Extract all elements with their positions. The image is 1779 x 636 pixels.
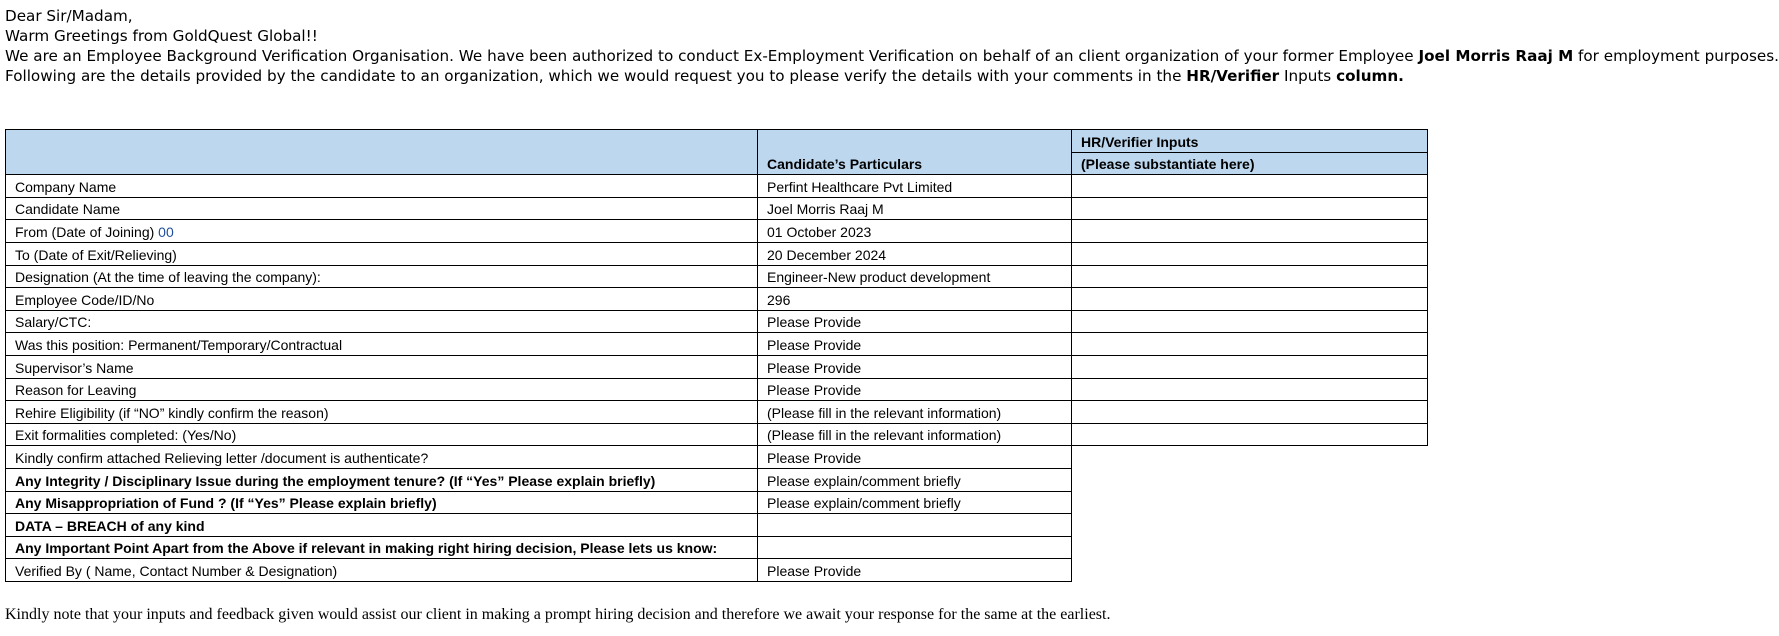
row-hr-input-cell[interactable]	[1072, 423, 1428, 446]
row-label	[6, 197, 758, 220]
table-row	[6, 288, 1428, 311]
header-blank-cell	[6, 130, 758, 175]
request-inputs: Inputs	[1279, 67, 1337, 85]
table-row	[6, 446, 1428, 469]
row-label	[6, 310, 758, 333]
row-label	[6, 468, 758, 491]
row-candidate-value: Please explain/comment briefly	[758, 491, 1072, 514]
row-candidate-value: 296	[758, 288, 1072, 311]
greeting-line: Dear Sir/Madam,	[5, 7, 133, 25]
row-label	[6, 242, 758, 265]
table-row	[6, 468, 1428, 491]
row-candidate-value: Joel Morris Raaj M	[758, 197, 1072, 220]
row-candidate-value: Please Provide	[758, 310, 1072, 333]
table-row	[6, 378, 1428, 401]
row-no-input-cell	[1072, 559, 1428, 582]
row-label	[6, 355, 758, 378]
row-label	[6, 288, 758, 311]
table-row	[6, 310, 1428, 333]
row-hr-input-cell[interactable]	[1072, 333, 1428, 356]
row-candidate-value: Please Provide	[758, 355, 1072, 378]
row-candidate-value: (Please fill in the relevant information)	[758, 401, 1072, 424]
row-label-text: Any Misappropriation of Fund ? (If “Yes” Please explain briefly)	[15, 495, 437, 512]
row-candidate-value: 20 December 2024	[758, 242, 1072, 265]
row-no-input-cell	[1072, 536, 1428, 559]
table-row	[6, 491, 1428, 514]
row-label-text: Any Important Point Apart from the Above if relevant in making right hiring decision, Please lets us know:	[15, 540, 718, 557]
row-hr-input-cell[interactable]	[1072, 288, 1428, 311]
verification-table	[5, 129, 1428, 582]
table-row	[6, 355, 1428, 378]
row-candidate-value: Please explain/comment briefly	[758, 468, 1072, 491]
row-label-text: Salary/CTC:	[15, 314, 92, 331]
row-label	[6, 446, 758, 469]
row-label-text: Any Integrity / Disciplinary Issue during the employment tenure? (If “Yes” Please explain briefly)	[15, 472, 656, 489]
row-hr-input-cell[interactable]	[1072, 265, 1428, 288]
row-hr-input-cell[interactable]	[1072, 310, 1428, 333]
table-row	[6, 175, 1428, 198]
email-intro	[5, 6, 1779, 86]
header-hr-verifier-inputs: HR/Verifier Inputs	[1072, 130, 1428, 153]
authorization-line	[5, 46, 1779, 66]
footer-note: Kindly note that your inputs and feedback given would assist our client in making a prompt hiring decision and therefore we await your response for the same at the earliest.	[5, 606, 1111, 623]
row-label-extra: 00	[158, 223, 174, 240]
row-label	[6, 378, 758, 401]
table-row	[6, 220, 1428, 243]
row-hr-input-cell[interactable]	[1072, 355, 1428, 378]
table-row	[6, 333, 1428, 356]
header-candidate-particulars: Candidate’s Particulars	[758, 130, 1072, 175]
row-hr-input-cell[interactable]	[1072, 197, 1428, 220]
table-row	[6, 514, 1428, 537]
row-label-text: Company Name	[15, 178, 117, 195]
row-candidate-value: Please Provide	[758, 333, 1072, 356]
authorization-text-end: for employment purposes.	[1573, 47, 1779, 65]
row-label-text: Kindly confirm attached Relieving letter /document is authenticate?	[15, 449, 429, 466]
row-no-input-cell	[1072, 491, 1428, 514]
authorization-text: We are an Employee Background Verification Organisation. We have been authorized to conduct Ex-Employment Verification on behalf of an client organization of your former Employee	[5, 47, 1419, 65]
row-candidate-value	[758, 514, 1072, 537]
row-label-text: Verified By ( Name, Contact Number & Designation)	[15, 562, 338, 579]
row-label-text: Was this position: Permanent/Temporary/Contractual	[15, 336, 343, 353]
table-row	[6, 559, 1428, 582]
row-candidate-value: Please Provide	[758, 559, 1072, 582]
warm-greeting-line: Warm Greetings from GoldQuest Global!!	[5, 27, 318, 45]
header-substantiate: (Please substantiate here)	[1072, 152, 1428, 175]
request-text: Following are the details provided by the candidate to an organization, which we would request you to please verify the details with your comments in the	[5, 67, 1187, 85]
table-row	[6, 423, 1428, 446]
row-label-text: From (Date of Joining)	[15, 223, 159, 240]
row-label	[6, 333, 758, 356]
row-no-input-cell	[1072, 468, 1428, 491]
row-hr-input-cell[interactable]	[1072, 378, 1428, 401]
row-hr-input-cell[interactable]	[1072, 242, 1428, 265]
row-label	[6, 423, 758, 446]
employee-name: Joel Morris Raaj M	[1418, 47, 1574, 65]
row-candidate-value: Perfint Healthcare Pvt Limited	[758, 175, 1072, 198]
row-label-text: Reason for Leaving	[15, 382, 137, 399]
row-label	[6, 401, 758, 424]
row-label-text: Designation (At the time of leaving the company):	[15, 269, 321, 286]
row-label	[6, 175, 758, 198]
row-no-input-cell	[1072, 446, 1428, 469]
row-label-text: Exit formalities completed: (Yes/No)	[15, 427, 237, 444]
row-label	[6, 265, 758, 288]
row-label-text: Rehire Eligibility (if “NO” kindly confirm the reason)	[15, 404, 329, 421]
row-label-text: Supervisor’s Name	[15, 359, 134, 376]
row-hr-input-cell[interactable]	[1072, 220, 1428, 243]
row-no-input-cell	[1072, 514, 1428, 537]
table-row	[6, 197, 1428, 220]
row-hr-input-cell[interactable]	[1072, 401, 1428, 424]
row-label	[6, 220, 758, 243]
request-hr-verifier: HR/Verifier	[1186, 67, 1280, 85]
row-candidate-value: 01 October 2023	[758, 220, 1072, 243]
row-candidate-value: Engineer-New product development	[758, 265, 1072, 288]
request-column: column.	[1336, 67, 1404, 85]
request-line	[5, 66, 1779, 86]
row-label-text: To (Date of Exit/Relieving)	[15, 246, 177, 263]
row-candidate-value: Please Provide	[758, 446, 1072, 469]
row-label	[6, 491, 758, 514]
row-candidate-value: Please Provide	[758, 378, 1072, 401]
row-hr-input-cell[interactable]	[1072, 175, 1428, 198]
row-label	[6, 514, 758, 537]
table-row	[6, 242, 1428, 265]
row-label-text: Candidate Name	[15, 201, 121, 218]
table-row	[6, 265, 1428, 288]
row-label	[6, 536, 758, 559]
row-label	[6, 559, 758, 582]
row-candidate-value	[758, 536, 1072, 559]
row-label-text: Employee Code/ID/No	[15, 291, 155, 308]
table-row	[6, 401, 1428, 424]
table-header-row	[6, 130, 1428, 153]
row-label-text: DATA – BREACH of any kind	[15, 517, 205, 534]
row-candidate-value: (Please fill in the relevant information)	[758, 423, 1072, 446]
table-row	[6, 536, 1428, 559]
